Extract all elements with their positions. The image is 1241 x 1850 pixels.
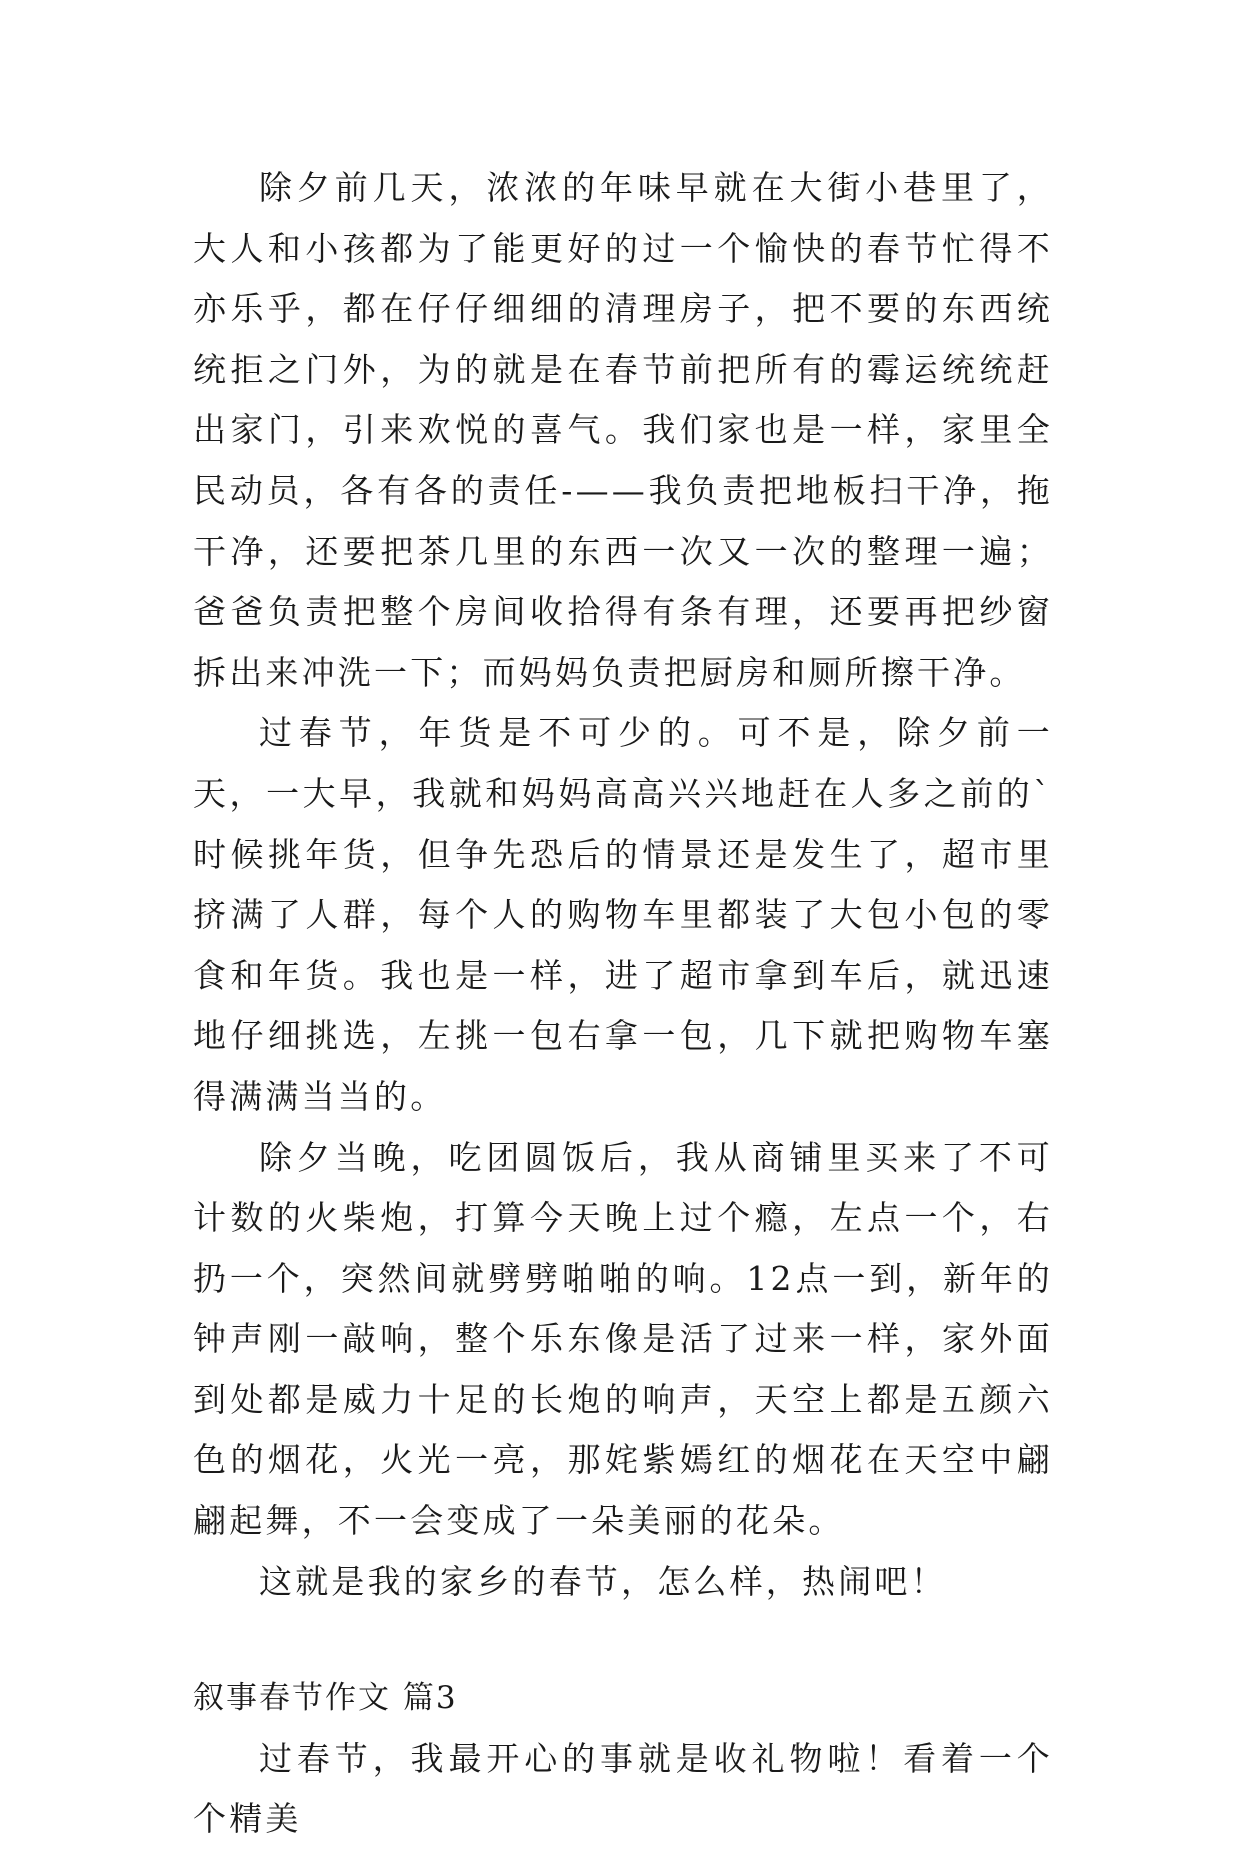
- section-heading: 叙事春节作文 篇3: [193, 1680, 458, 1717]
- section-spacer: [193, 1612, 1053, 1668]
- paragraph-shopping: 过春节，年货是不可少的。可不是，除夕前一天，一大早，我就和妈妈高高兴兴地赶在人多之前的`时候挑年货，但争先恐后的情景还是发生了，超市里挤满了人群，每个人的购物车里都装了大包小包的零食和年货。我也是一样，进了超市拿到车后，就迅速地仔细挑选，左挑一包右拿一包，几下就把购物车塞得满满当当的。: [193, 713, 1053, 1116]
- paragraph-conclusion: 这就是我的家乡的春节，怎么样，热闹吧！: [259, 1561, 947, 1601]
- document-body: [193, 158, 1053, 1850]
- paragraph-fireworks: 除夕当晚，吃团圆饭后，我从商铺里买来了不可计数的火柴炮，打算今天晚上过个瘾，左点一个，右扔一个，突然间就劈劈啪啪的响。12点一到，新年的钟声刚一敲响，整个乐东像是活了过来一样，家外面到处都是威力十足的长炮的响声，天空上都是五颜六色的烟花，火光一亮，那姹紫嫣红的烟花在天空中翩翩起舞，不一会变成了一朵美丽的花朵。: [193, 1137, 1053, 1541]
- paragraph-cleaning: 除夕前几天，浓浓的年味早就在大街小巷里了，大人和小孩都为了能更好的过一个愉快的春节忙得不亦乐乎，都在仔仔细细的清理房子，把不要的东西统统拒之门外，为的就是在春节前把所有的霉运统统赶出家门，引来欢悦的喜气。我们家也是一样，家里全民动员，各有各的责任-——我负责把地板扫干净，拖干净，还要把茶几里的东西一次又一次的整理一遍；爸爸负责把整个房间收拾得有条有理，还要再把纱窗拆出来冲洗一下；而妈妈负责把厨房和厕所擦干净。: [193, 168, 1053, 692]
- paragraph-gifts: 过春节，我最开心的事就是收礼物啦！看着一个个精美: [193, 1738, 1053, 1839]
